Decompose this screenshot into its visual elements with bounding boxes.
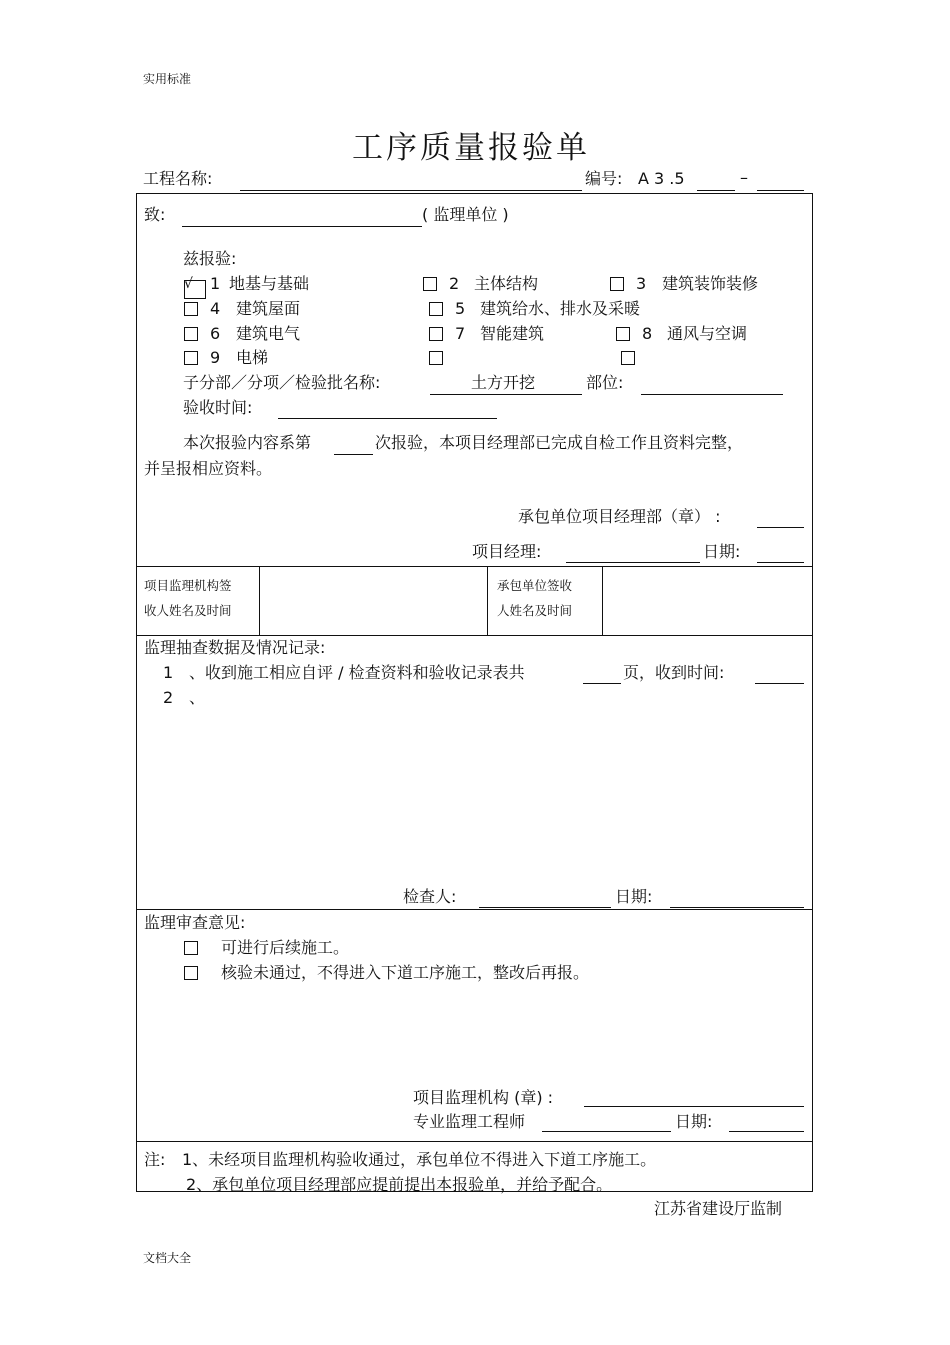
item-6-checkbox[interactable]: [184, 327, 198, 341]
supervisor-unit-label: ( 监理单位 ): [422, 205, 509, 224]
content-part2: 次报验，本项目经理部已完成自检工作且资料完整，: [375, 433, 744, 452]
supervisor-org-field[interactable]: [584, 1106, 804, 1107]
inspection-line2-text: 、: [189, 688, 206, 707]
item-2-label: 主体结构: [474, 274, 539, 293]
check-mark-icon: √: [184, 276, 193, 292]
code-value: A 3 .5: [638, 169, 685, 188]
engineer-label: 专业监理工程师: [413, 1112, 526, 1131]
sub-division-value: 土方开挖: [471, 373, 536, 392]
review-date-field[interactable]: [729, 1131, 804, 1132]
contractor-sign-label-1: 承包单位签收: [497, 578, 573, 593]
item-3-label: 建筑装饰装修: [662, 274, 759, 293]
divider-inspection-bottom: [136, 909, 813, 910]
accept-time-label: 验收时间:: [183, 398, 253, 417]
item-4-label: 建筑屋面: [236, 299, 301, 318]
content-part1: 本次报验内容系第: [183, 433, 312, 452]
sub-division-label: 子分部／分项／检验批名称:: [183, 373, 381, 392]
item-4-checkbox[interactable]: [184, 302, 198, 316]
engineer-field[interactable]: [542, 1131, 671, 1132]
code-field-2[interactable]: [757, 190, 804, 191]
inspection-date-field[interactable]: [670, 907, 804, 908]
item-3-checkbox[interactable]: [610, 277, 624, 291]
review-opt2-checkbox[interactable]: [184, 966, 198, 980]
receive-time-field[interactable]: [755, 683, 804, 684]
inspection-line1-num: 1: [163, 663, 174, 682]
item-9-label: 电梯: [236, 348, 269, 367]
report-date-label: 日期:: [703, 542, 741, 561]
inspector-label: 检查人:: [403, 887, 457, 906]
item-2-checkbox[interactable]: [423, 277, 437, 291]
note-2: 2、承包单位项目经理部应提前提出本报验单，并给予配合。: [186, 1175, 613, 1194]
top-label: 实用标准: [143, 72, 192, 86]
item-8-label: 通风与空调: [667, 324, 748, 343]
issuer-label: 江苏省建设厅监制: [654, 1199, 783, 1218]
contractor-dept-field[interactable]: [757, 527, 804, 528]
report-count-field[interactable]: [334, 454, 373, 455]
item-7-checkbox[interactable]: [429, 327, 443, 341]
to-label: 致:: [144, 205, 166, 224]
item-3-num: 3: [636, 274, 647, 293]
receipt-divider-2: [487, 566, 488, 635]
report-intro: 兹报验:: [183, 249, 237, 268]
bottom-label: 文档大全: [143, 1251, 192, 1265]
supervisor-sign-label-2: 收人姓名及时间: [144, 603, 232, 618]
supervisor-sign-label-1: 项目监理机构签: [144, 578, 232, 593]
inspector-field[interactable]: [479, 907, 611, 908]
code-field-1[interactable]: [697, 190, 735, 191]
supervisor-org-label: 项目监理机构 (章) :: [413, 1088, 554, 1107]
review-title: 监理审查意见:: [144, 913, 246, 932]
sub-division-field[interactable]: [430, 394, 582, 395]
content-line2: 并呈报相应资料。: [144, 459, 273, 478]
page-title: 工序质量报验单: [352, 130, 590, 166]
manager-label: 项目经理:: [472, 542, 542, 561]
divider-receipt-top: [136, 566, 813, 567]
manager-field[interactable]: [566, 562, 700, 563]
accept-time-field[interactable]: [278, 418, 497, 419]
code-dash: –: [740, 168, 748, 187]
contractor-sign-label-2: 人姓名及时间: [497, 603, 573, 618]
item-9-checkbox[interactable]: [184, 351, 198, 365]
item-5-checkbox[interactable]: [429, 302, 443, 316]
review-opt1-label: 可进行后续施工。: [221, 938, 350, 957]
item-8-num: 8: [642, 324, 653, 343]
contractor-sign-field[interactable]: [605, 569, 810, 632]
divider-review-bottom: [136, 1141, 813, 1142]
item-7-label: 智能建筑: [480, 324, 545, 343]
project-name-label: 工程名称:: [143, 169, 213, 188]
item-9-num: 9: [210, 348, 221, 367]
inspection-line1-text: 、收到施工相应自评 / 检查资料和验收记录表共: [189, 663, 525, 682]
note-1: 1、未经项目监理机构验收通过，承包单位不得进入下道工序施工。: [182, 1150, 657, 1169]
location-label: 部位:: [586, 373, 624, 392]
inspection-date-label: 日期:: [615, 887, 653, 906]
location-field[interactable]: [641, 394, 783, 395]
review-opt1-checkbox[interactable]: [184, 941, 198, 955]
inspection-line2-num: 2: [163, 688, 174, 707]
contractor-dept-label: 承包单位项目经理部（章） :: [518, 507, 721, 526]
review-date-label: 日期:: [675, 1112, 713, 1131]
receipt-divider-3: [602, 566, 603, 635]
item-4-num: 4: [210, 299, 221, 318]
inspection-line1-text-b: 页，收到时间:: [623, 663, 725, 682]
item-8-checkbox[interactable]: [616, 327, 630, 341]
code-label: 编号:: [585, 169, 623, 188]
report-date-field[interactable]: [757, 562, 804, 563]
review-opt2-label: 核验未通过，不得进入下道工序施工，整改后再报。: [221, 963, 590, 982]
supervisor-unit-field[interactable]: [182, 226, 422, 227]
project-name-field[interactable]: [240, 190, 582, 191]
item-6-label: 建筑电气: [236, 324, 301, 343]
item-5-label: 建筑给水、排水及采暖: [480, 299, 641, 318]
inspection-title: 监理抽查数据及情况记录:: [144, 638, 326, 657]
extra-checkbox-1[interactable]: [429, 351, 443, 365]
supervisor-sign-field[interactable]: [262, 569, 484, 632]
notes-prefix: 注:: [144, 1150, 166, 1169]
extra-checkbox-2[interactable]: [621, 351, 635, 365]
item-1-label: 地基与基础: [229, 274, 310, 293]
receipt-divider-1: [259, 566, 260, 635]
item-6-num: 6: [210, 324, 221, 343]
item-1-num: 1: [210, 274, 221, 293]
item-5-num: 5: [455, 299, 466, 318]
divider-receipt-bottom: [136, 635, 813, 636]
item-2-num: 2: [449, 274, 460, 293]
item-7-num: 7: [455, 324, 466, 343]
page-count-field[interactable]: [583, 683, 621, 684]
